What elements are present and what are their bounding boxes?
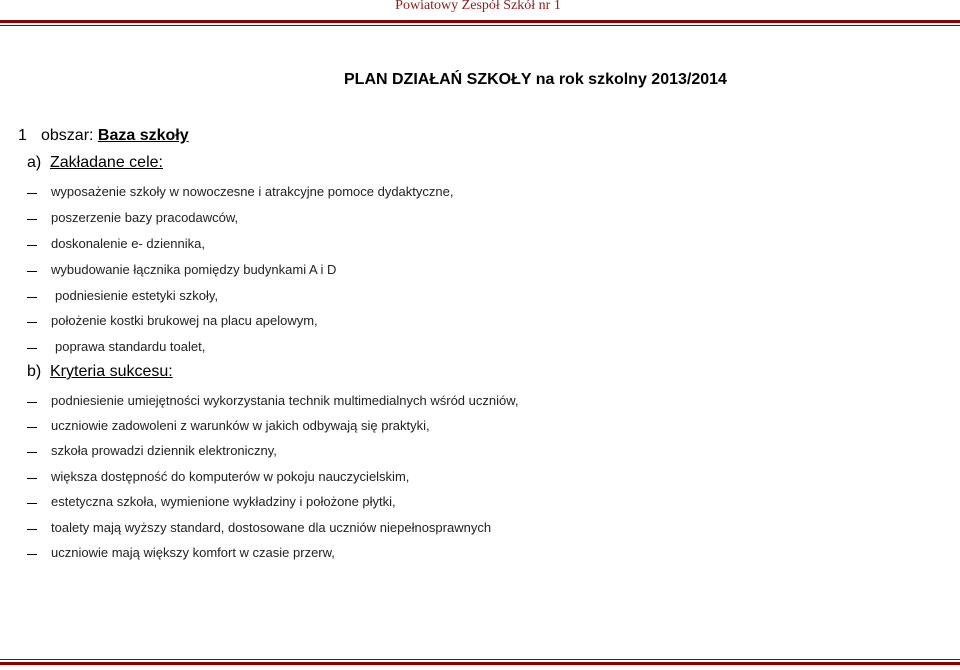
footer-rule-thin [0, 659, 960, 660]
dash-bullet-icon [27, 554, 37, 555]
criteria-heading [27, 363, 173, 381]
criteria-heading-text: Kryteria sukcesu: [50, 363, 173, 380]
dash-bullet-icon [27, 245, 37, 246]
section-label-name: Baza szkoły [97, 127, 189, 144]
section-heading [18, 127, 189, 145]
dash-bullet-icon [27, 219, 37, 220]
goals-heading [27, 154, 163, 172]
footer-rule-thick [0, 662, 960, 665]
header-rule-thin [0, 25, 960, 26]
goals-letter: a) [27, 154, 42, 171]
section-label-prefix: obszar: [41, 127, 94, 144]
dash-bullet-icon [27, 402, 37, 403]
dash-bullet-icon [27, 452, 37, 453]
dash-bullet-icon [27, 271, 37, 272]
section-number: 1 [18, 127, 27, 144]
document-title: PLAN DZIAŁAŃ SZKOŁY na rok szkolny 2013/2014 [344, 71, 727, 88]
dash-bullet-icon [27, 478, 37, 479]
dash-bullet-icon [27, 503, 37, 504]
criteria-letter: b) [27, 363, 42, 380]
dash-bullet-icon [27, 193, 37, 194]
dash-bullet-icon [27, 529, 37, 530]
goals-heading-text: Zakładane cele: [50, 154, 163, 171]
header-rule-thick [0, 20, 960, 23]
dash-bullet-icon [27, 297, 37, 298]
page-header: Powiatowy Zespół Szkół nr 1 [395, 0, 561, 13]
dash-bullet-icon [27, 322, 37, 323]
dash-bullet-icon [27, 427, 37, 428]
dash-bullet-icon [27, 348, 37, 349]
